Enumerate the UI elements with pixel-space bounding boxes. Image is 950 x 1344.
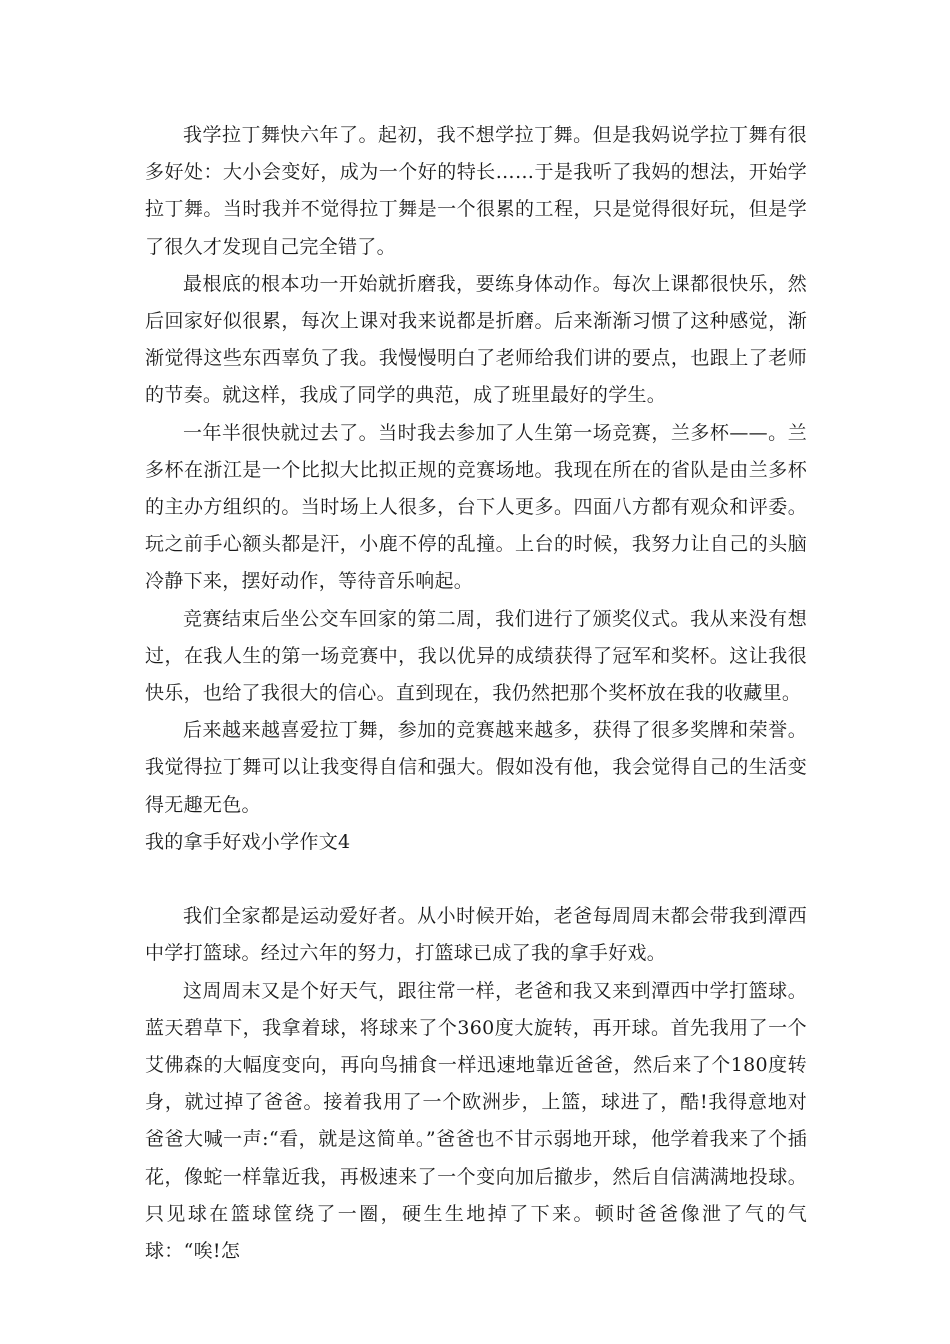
paragraph-3: 一年半很快就过去了。当时我去参加了人生第一场竞赛，兰多杯——。兰多杯在浙江是一个比拟大比拟正规的竞赛场地。我现在所在的省队是由兰多杯的主办方组织的。当时场上人很多，台下人更多。四面八方都有观众和评委。玩之前手心额头都是汗，小鹿不停的乱撞。上台的时候，我努力让自己的头脑冷静下来，摆好动作，等待音乐响起。 [145,421,807,593]
paragraph-5: 后来越来越喜爱拉丁舞，参加的竞赛越来越多，获得了很多奖牌和荣誉。我觉得拉丁舞可以让我变得自信和强大。假如没有他，我会觉得自己的生活变得无趣无色。 [145,719,807,816]
section-heading: 我的拿手好戏小学作文4 [145,830,351,853]
paragraph-2: 最根底的根本功一开始就折磨我，要练身体动作。每次上课都很快乐，然后回家好似很累，每次上课对我来说都是折磨。后来渐渐习惯了这种感觉，渐渐觉得这些东西辜负了我。我慢慢明白了老师给我们讲的要点，也跟上了老师的节奏。就这样，我成了同学的典范，成了班里最好的学生。 [145,272,807,407]
document-body [145,117,807,1270]
paragraph-1: 我学拉丁舞快六年了。起初，我不想学拉丁舞。但是我妈说学拉丁舞有很多好处：大小会变好，成为一个好的特长……于是我听了我妈的想法，开始学拉丁舞。当时我并不觉得拉丁舞是一个很累的工程，只是觉得很好玩，但是学了很久才发现自己完全错了。 [145,124,807,258]
paragraph-7: 这周周末又是个好天气，跟往常一样，老爸和我又来到潭西中学打篮球。蓝天碧草下，我拿着球，将球来了个360度大旋转，再开球。首先我用了一个艾佛森的大幅度变向，再向鸟捕食一样迅速地靠近爸爸，然后来了个180度转身，就过掉了爸爸。接着我用了一个欧洲步，上篮，球进了，酷!我得意地对爸爸大喊一声:“看，就是这简单。”爸爸也不甘示弱地开球，他学着我来了个插花，像蛇一样靠近我，再极速来了一个变向加后撤步，然后自信满满地投球。只见球在篮球筐绕了一圈，硬生生地掉了下来。顿时爸爸像泄了气的气球：“唉!怎 [145,979,807,1263]
paragraph-6: 我们全家都是运动爱好者。从小时候开始，老爸每周周末都会带我到潭西中学打篮球。经过六年的努力，打篮球已成了我的拿手好戏。 [145,905,807,965]
blank-line [145,861,807,898]
paragraph-4: 竞赛结束后坐公交车回家的第二周，我们进行了颁奖仪式。我从来没有想过，在我人生的第一场竞赛中，我以优异的成绩获得了冠军和奖杯。这让我很快乐，也给了我很大的信心。直到现在，我仍然把那个奖杯放在我的收藏里。 [145,607,807,705]
